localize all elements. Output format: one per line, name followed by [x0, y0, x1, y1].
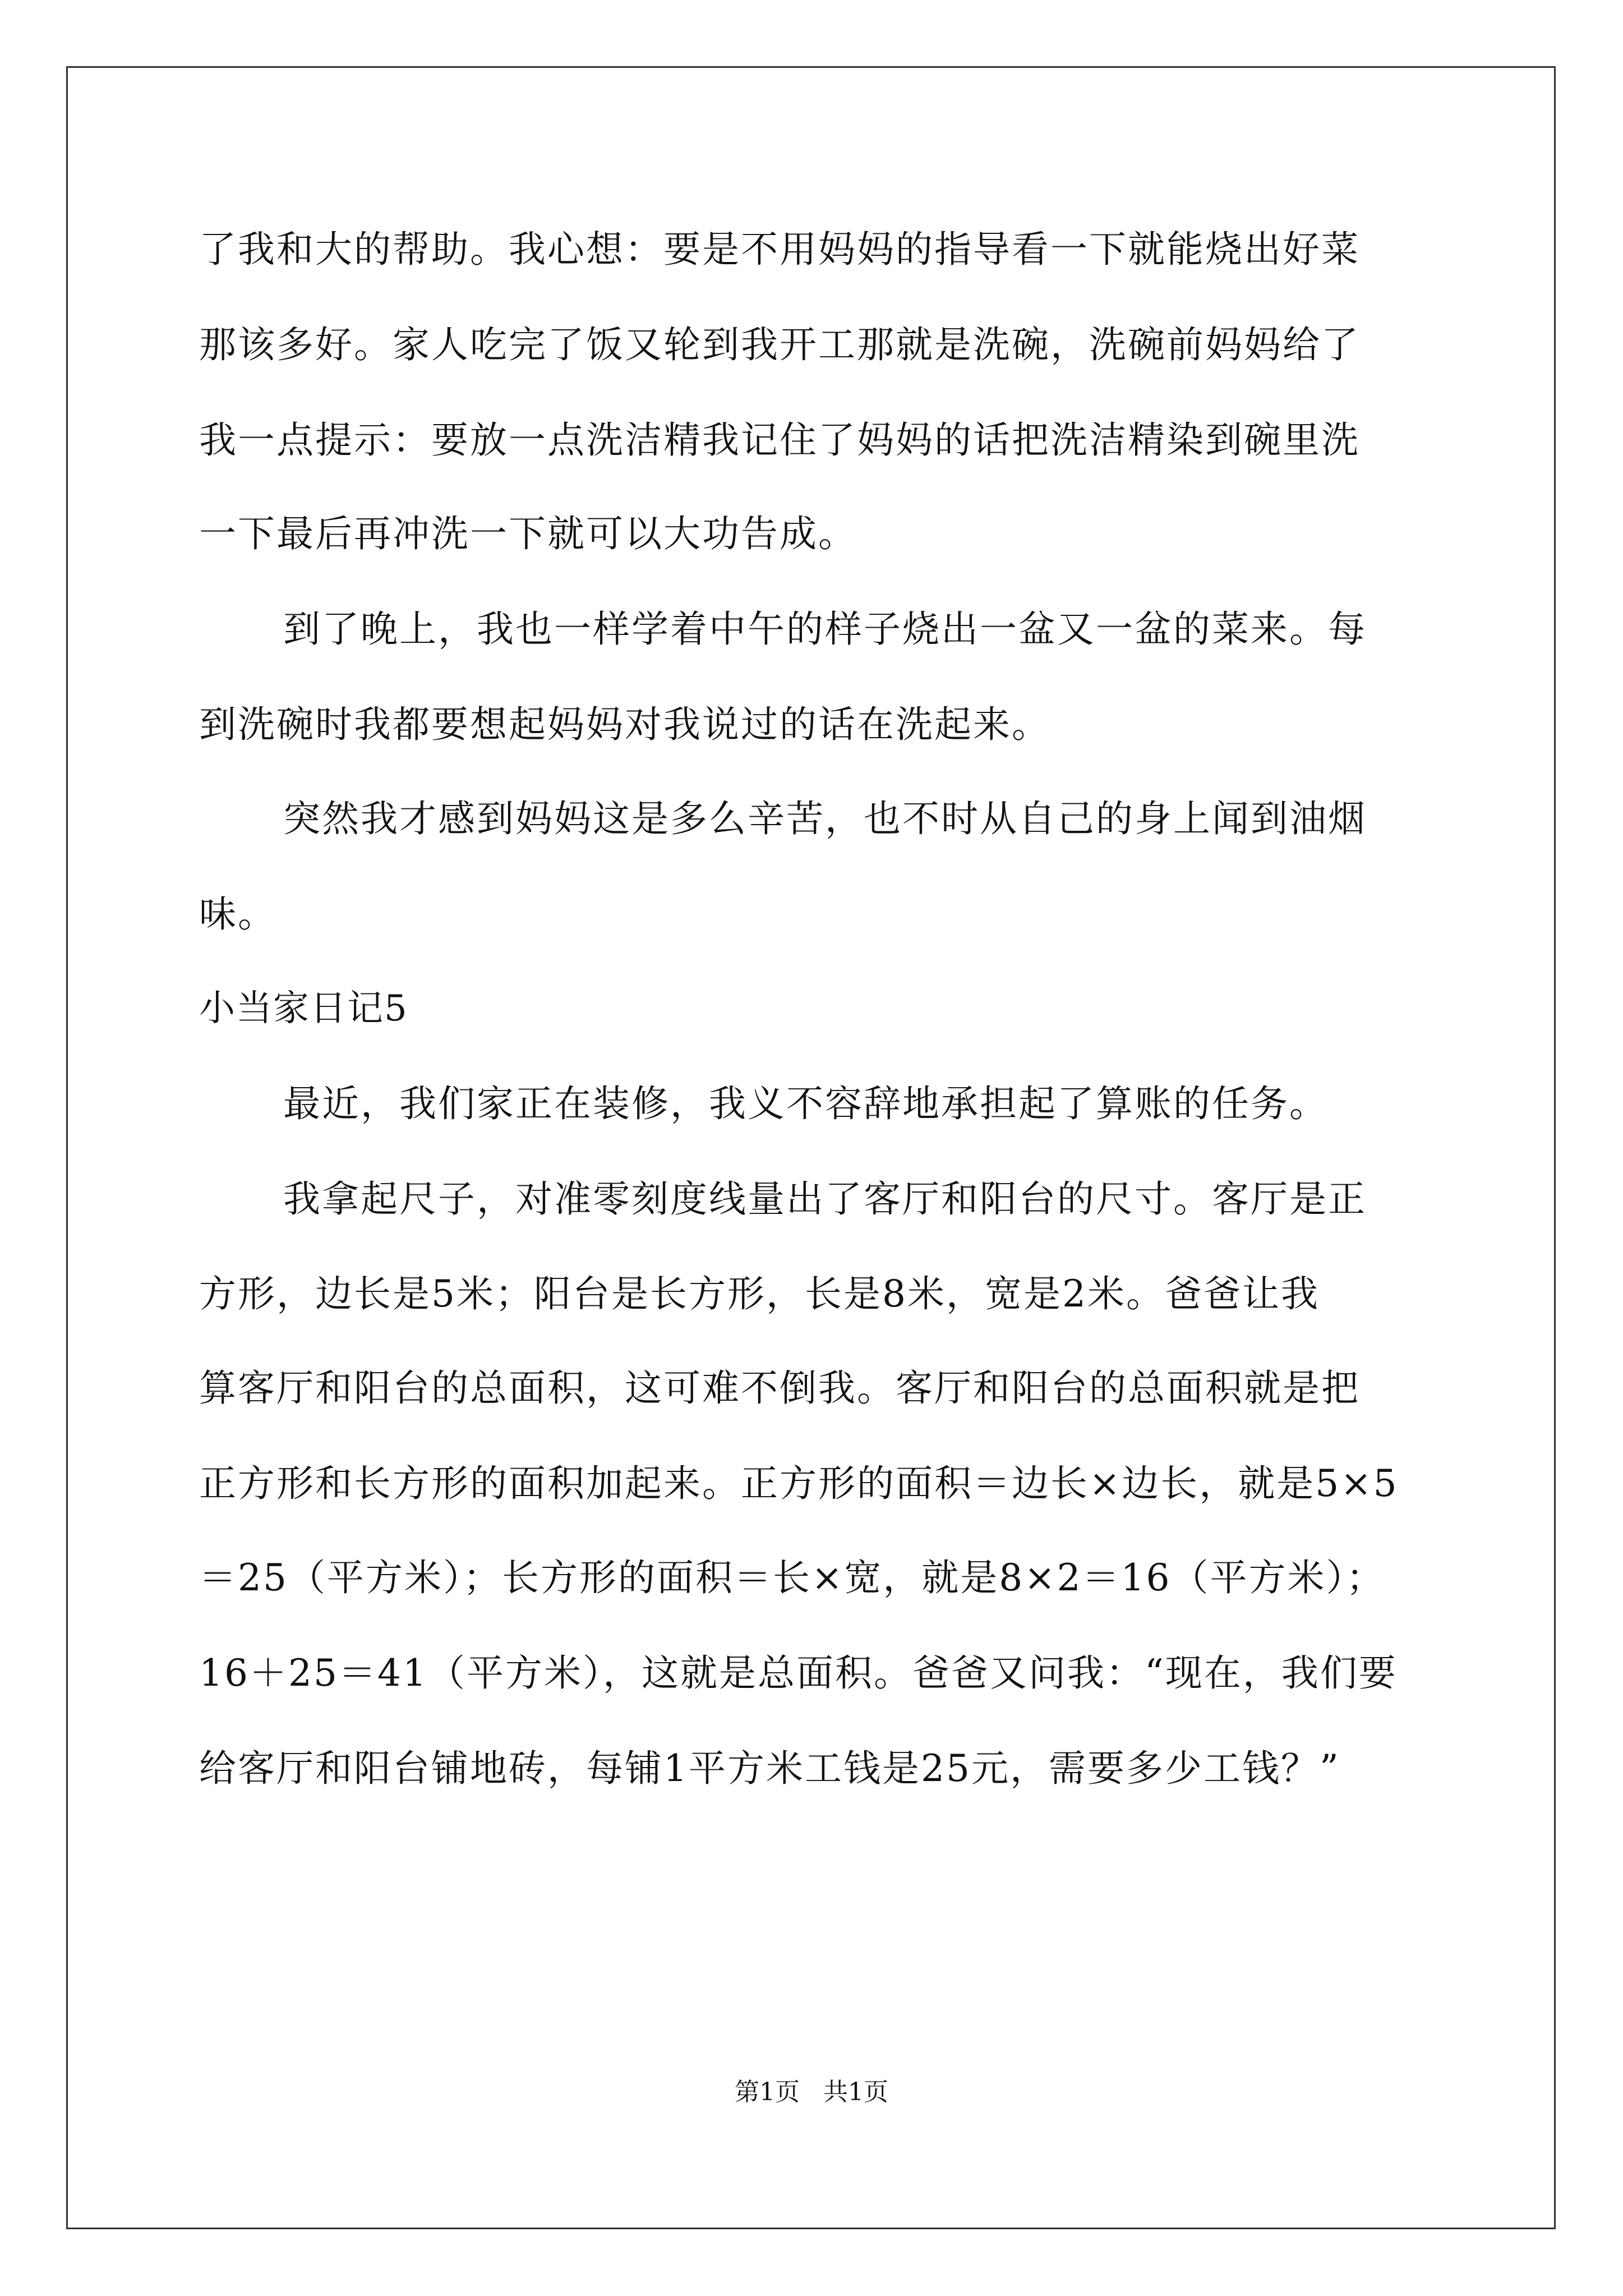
body-line: 到洗碗时我都要想起妈妈对我说过的话在洗起来。 — [199, 703, 1050, 746]
body-line: 16＋25＝41（平方米），这就是总面积。爸爸又问我：“现在，我们要 — [199, 1651, 1398, 1695]
paragraph-first-line: 我拿起尺子，对准零刻度线量出了客厅和阳台的尺寸。客厅是正 — [283, 1177, 1367, 1221]
body-line: 一下最后再冲洗一下就可以大功告成。 — [199, 512, 857, 555]
body-line: 给客厅和阳台铺地砖，每铺1平方米工钱是25元，需要多少工钱？” — [199, 1747, 1340, 1790]
paragraph-first-line: 最近，我们家正在装修，我义不容辞地承担起了算账的任务。 — [283, 1082, 1328, 1125]
body-line: 了我和大的帮助。我心想：要是不用妈妈的指导看一下就能烧出好菜 — [199, 228, 1360, 271]
body-line: 算客厅和阳台的总面积，这可难不倒我。客厅和阳台的总面积就是把 — [199, 1366, 1360, 1410]
section-title: 小当家日记5 — [199, 988, 408, 1029]
paragraph-first-line: 到了晚上，我也一样学着中午的样子烧出一盆又一盆的菜来。每 — [283, 608, 1367, 651]
page-number-footer: 第1页 共1页 — [735, 2078, 888, 2106]
body-line: 正方形和长方形的面积加起来。正方形的面积＝边长×边长，就是5×5 — [199, 1462, 1399, 1505]
body-line: 方形，边长是5米；阳台是长方形，长是8米，宽是2米。爸爸让我 — [199, 1272, 1320, 1315]
body-line: 那该多好。家人吃完了饭又轮到我开工那就是洗碗，洗碗前妈妈给了 — [199, 323, 1360, 366]
body-line: ＝25（平方米）；长方形的面积＝长×宽，就是8×2＝16（平方米）； — [199, 1556, 1385, 1599]
page-border — [66, 66, 1556, 2229]
paragraph-first-line: 突然我才感到妈妈这是多么辛苦，也不时从自己的身上闻到油烟 — [283, 797, 1367, 840]
body-line: 我一点提示：要放一点洗洁精我记住了妈妈的话把洗洁精染到碗里洗 — [199, 418, 1360, 462]
body-line: 味。 — [199, 892, 276, 936]
